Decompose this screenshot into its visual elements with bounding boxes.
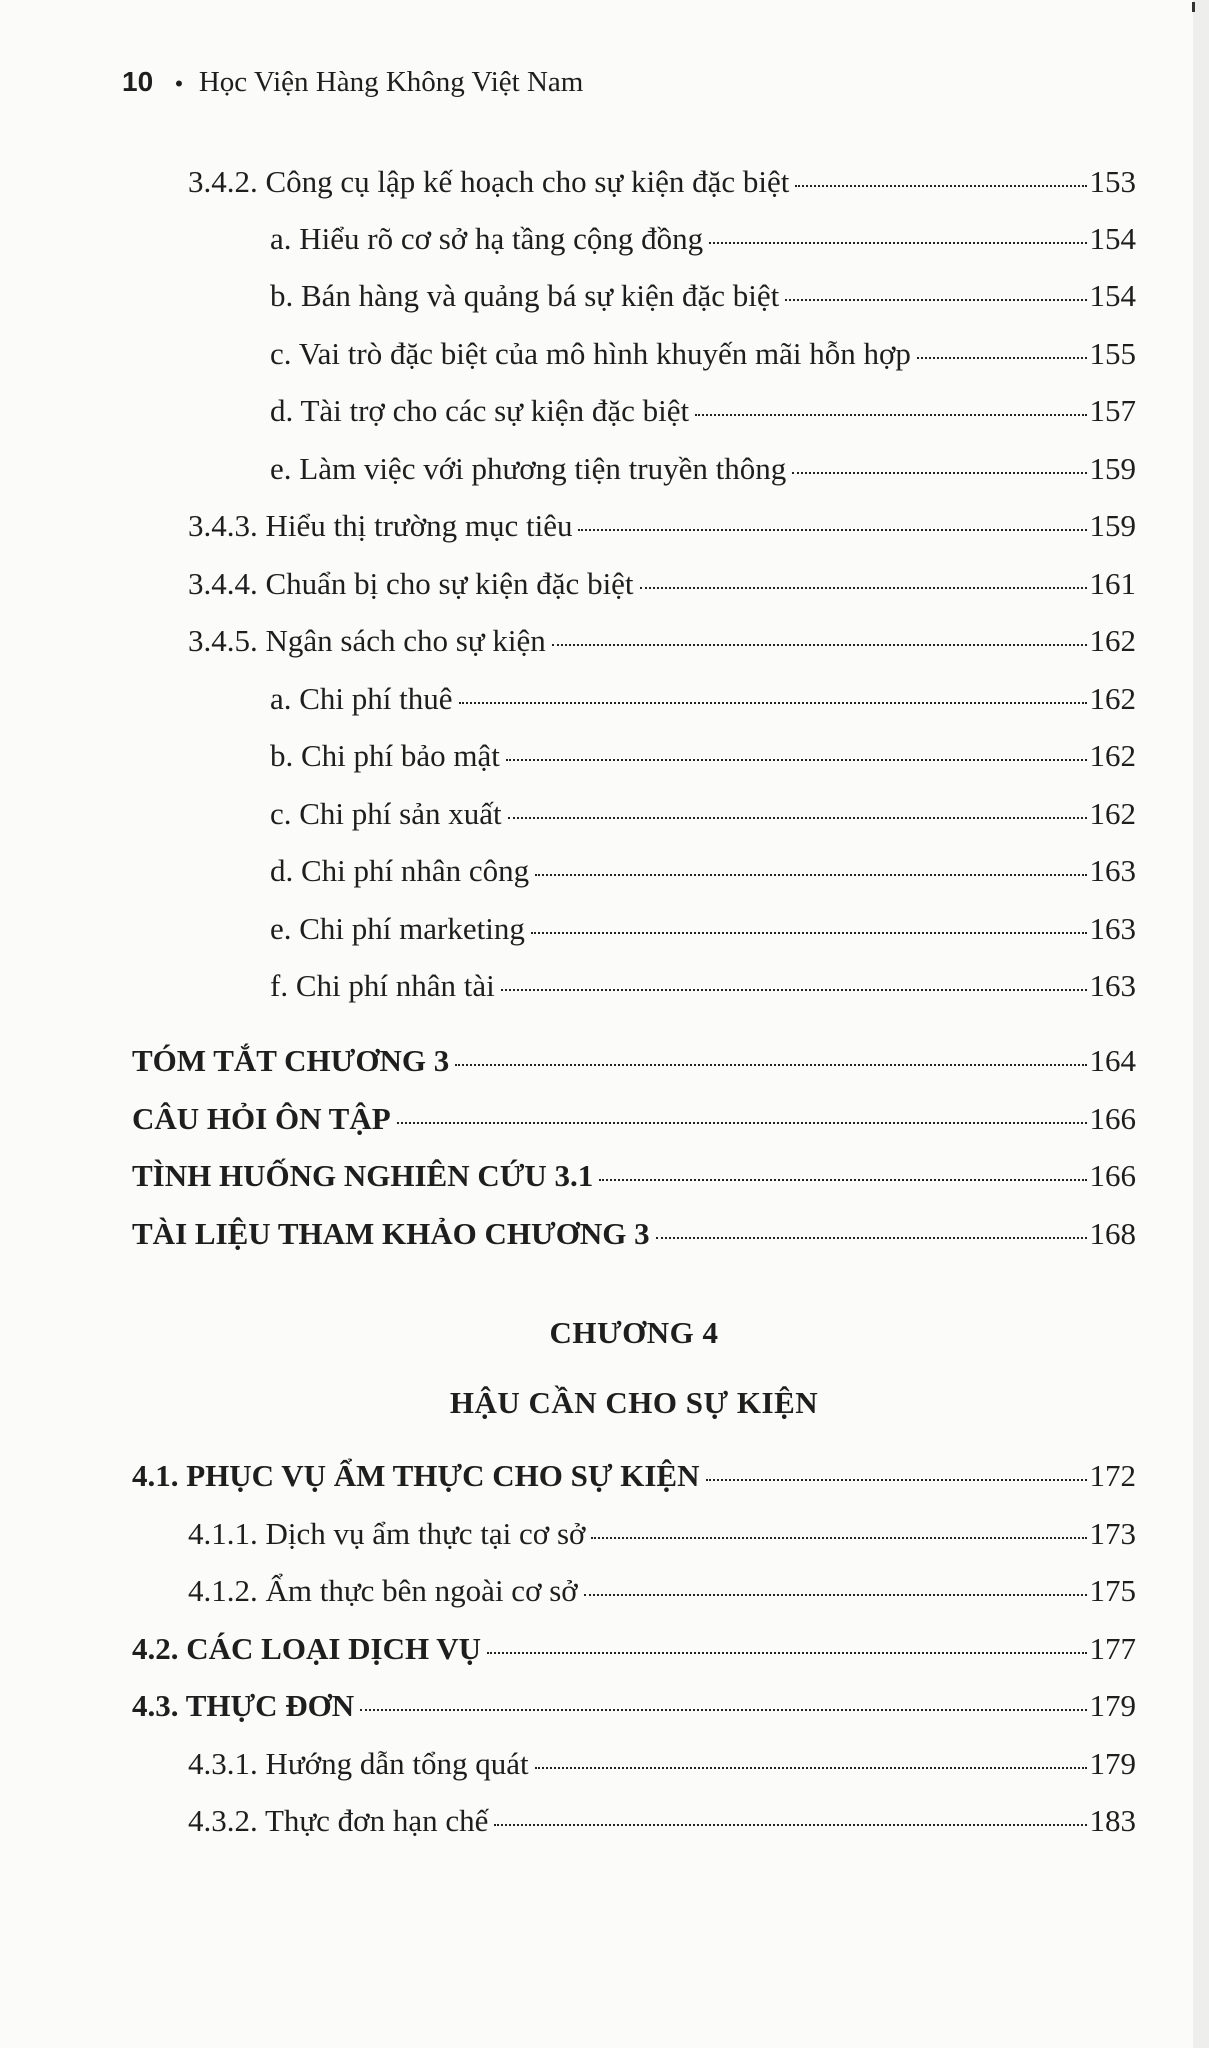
toc-leader [501, 989, 1087, 991]
toc-label: TÀI LIỆU THAM KHẢO CHƯƠNG 3 [132, 1216, 650, 1251]
toc-entry [132, 1043, 1136, 1079]
toc-page: 177 [1089, 1631, 1136, 1666]
toc-entry [132, 1458, 1136, 1494]
toc-page: 162 [1089, 623, 1136, 658]
toc-page: 153 [1089, 164, 1136, 199]
toc-leader [506, 759, 1087, 761]
toc-page: 162 [1089, 738, 1136, 773]
toc-leader [584, 1594, 1087, 1596]
toc-page: 164 [1089, 1043, 1136, 1078]
chapter-number: CHƯƠNG 4 [549, 1315, 719, 1350]
toc-label: 4.3. THỰC ĐƠN [132, 1688, 355, 1723]
toc-page: 162 [1089, 681, 1136, 716]
toc-leader [656, 1237, 1087, 1239]
toc-entry [188, 1516, 1136, 1552]
toc-label: CÂU HỎI ÔN TẬP [132, 1101, 391, 1136]
toc-leader [459, 702, 1087, 704]
page-edge [1193, 0, 1209, 2048]
toc-leader [599, 1179, 1086, 1181]
toc-leader [785, 299, 1086, 301]
toc-label: 4.1.2. Ẩm thực bên ngoài cơ sở [188, 1573, 578, 1608]
toc-entry [270, 911, 1136, 947]
toc-entry [270, 451, 1136, 487]
toc-leader [508, 817, 1087, 819]
toc-leader [397, 1122, 1087, 1124]
toc-leader [709, 242, 1086, 244]
toc-label: 4.3.2. Thực đơn hạn chế [188, 1803, 489, 1838]
toc-entry [188, 1746, 1136, 1782]
toc-leader [706, 1479, 1087, 1481]
toc-page: 159 [1089, 508, 1136, 543]
toc-entry [270, 968, 1136, 1004]
toc-label: TÓM TẮT CHƯƠNG 3 [132, 1043, 450, 1078]
toc-page: 172 [1089, 1458, 1136, 1493]
toc-entry [132, 1158, 1136, 1194]
toc-label: 4.1.1. Dịch vụ ẩm thực tại cơ sở [188, 1516, 586, 1551]
toc-page: 166 [1089, 1158, 1136, 1193]
toc-label: d. Chi phí nhân công [270, 853, 530, 888]
toc-page: 154 [1089, 221, 1136, 256]
toc-leader [795, 185, 1086, 187]
toc-leader [487, 1652, 1086, 1654]
toc-entry [270, 853, 1136, 889]
toc-page: 157 [1089, 393, 1136, 428]
toc-page: 163 [1089, 968, 1136, 1003]
toc-page: 179 [1089, 1688, 1136, 1723]
toc-label: 4.2. CÁC LOẠI DỊCH VỤ [132, 1631, 482, 1666]
toc-page: 154 [1089, 278, 1136, 313]
toc-label: b. Bán hàng và quảng bá sự kiện đặc biệt [270, 278, 780, 313]
toc-entry [132, 1688, 1136, 1724]
page-number: 10 [122, 66, 154, 97]
toc-label: a. Chi phí thuê [270, 681, 453, 716]
toc-entry [270, 336, 1136, 372]
toc-leader [695, 414, 1086, 416]
toc-leader [535, 874, 1086, 876]
toc-label: a. Hiểu rõ cơ sở hạ tầng cộng đồng [270, 221, 704, 256]
toc-label: e. Chi phí marketing [270, 911, 525, 946]
toc-label: b. Chi phí bảo mật [270, 738, 500, 773]
toc-leader [591, 1537, 1086, 1539]
toc-entry [270, 221, 1136, 257]
toc-page: 161 [1089, 566, 1136, 601]
toc-entry [188, 1573, 1136, 1609]
toc-leader [360, 1709, 1086, 1711]
toc-entry [188, 508, 1136, 544]
toc-entry [188, 164, 1136, 200]
toc-entry [270, 393, 1136, 429]
toc-page: 159 [1089, 451, 1136, 486]
toc-leader [640, 587, 1087, 589]
toc-entry [188, 623, 1136, 659]
running-header [122, 66, 583, 99]
toc-page: 155 [1089, 336, 1136, 371]
toc-page: 162 [1089, 796, 1136, 831]
toc-entry [188, 1803, 1136, 1839]
toc-label: f. Chi phí nhân tài [270, 968, 495, 1003]
toc-page: 168 [1089, 1216, 1136, 1251]
toc-leader [535, 1767, 1087, 1769]
chapter-title: HẬU CẦN CHO SỰ KIỆN [449, 1385, 819, 1420]
toc-page: 163 [1089, 911, 1136, 946]
toc-entry [270, 681, 1136, 717]
toc-label: 3.4.3. Hiểu thị trường mục tiêu [188, 508, 573, 543]
toc-entry [270, 738, 1136, 774]
toc-leader [552, 644, 1087, 646]
toc-label: c. Chi phí sản xuất [270, 796, 502, 831]
toc-leader [531, 932, 1087, 934]
toc-entry [270, 796, 1136, 832]
toc-label: 3.4.5. Ngân sách cho sự kiện [188, 623, 546, 658]
toc-label: e. Làm việc với phương tiện truyền thông [270, 451, 787, 486]
toc-leader [917, 357, 1087, 359]
toc-label: 3.4.4. Chuẩn bị cho sự kiện đặc biệt [188, 566, 634, 601]
toc-entry [270, 278, 1136, 314]
toc-label: c. Vai trò đặc biệt của mô hình khuyến mãi hỗn hợp [270, 336, 911, 371]
toc-page: 173 [1089, 1516, 1136, 1551]
toc-entry [132, 1101, 1136, 1137]
header-title: Học Viện Hàng Không Việt Nam [198, 66, 584, 98]
header-separator: • [175, 71, 183, 96]
toc-label: 3.4.2. Công cụ lập kế hoạch cho sự kiện đặc biệt [188, 164, 790, 199]
toc-leader [455, 1064, 1086, 1066]
toc-entry [188, 566, 1136, 602]
toc-entry [132, 1216, 1136, 1252]
toc-page: 175 [1089, 1573, 1136, 1608]
toc-entry [132, 1631, 1136, 1667]
toc-page: 179 [1089, 1746, 1136, 1781]
toc-label: 4.1. PHỤC VỤ ẨM THỰC CHO SỰ KIỆN [132, 1458, 700, 1493]
toc-leader [578, 529, 1086, 531]
toc-page: 183 [1089, 1803, 1136, 1838]
toc-page: 166 [1089, 1101, 1136, 1136]
toc-label: d. Tài trợ cho các sự kiện đặc biệt [270, 393, 690, 428]
edge-mark [1192, 2, 1195, 12]
toc-label: TÌNH HUỐNG NGHIÊN CỨU 3.1 [132, 1158, 594, 1193]
toc-leader [792, 472, 1086, 474]
toc-page: 163 [1089, 853, 1136, 888]
toc-label: 4.3.1. Hướng dẫn tổng quát [188, 1746, 529, 1781]
toc-leader [494, 1824, 1086, 1826]
